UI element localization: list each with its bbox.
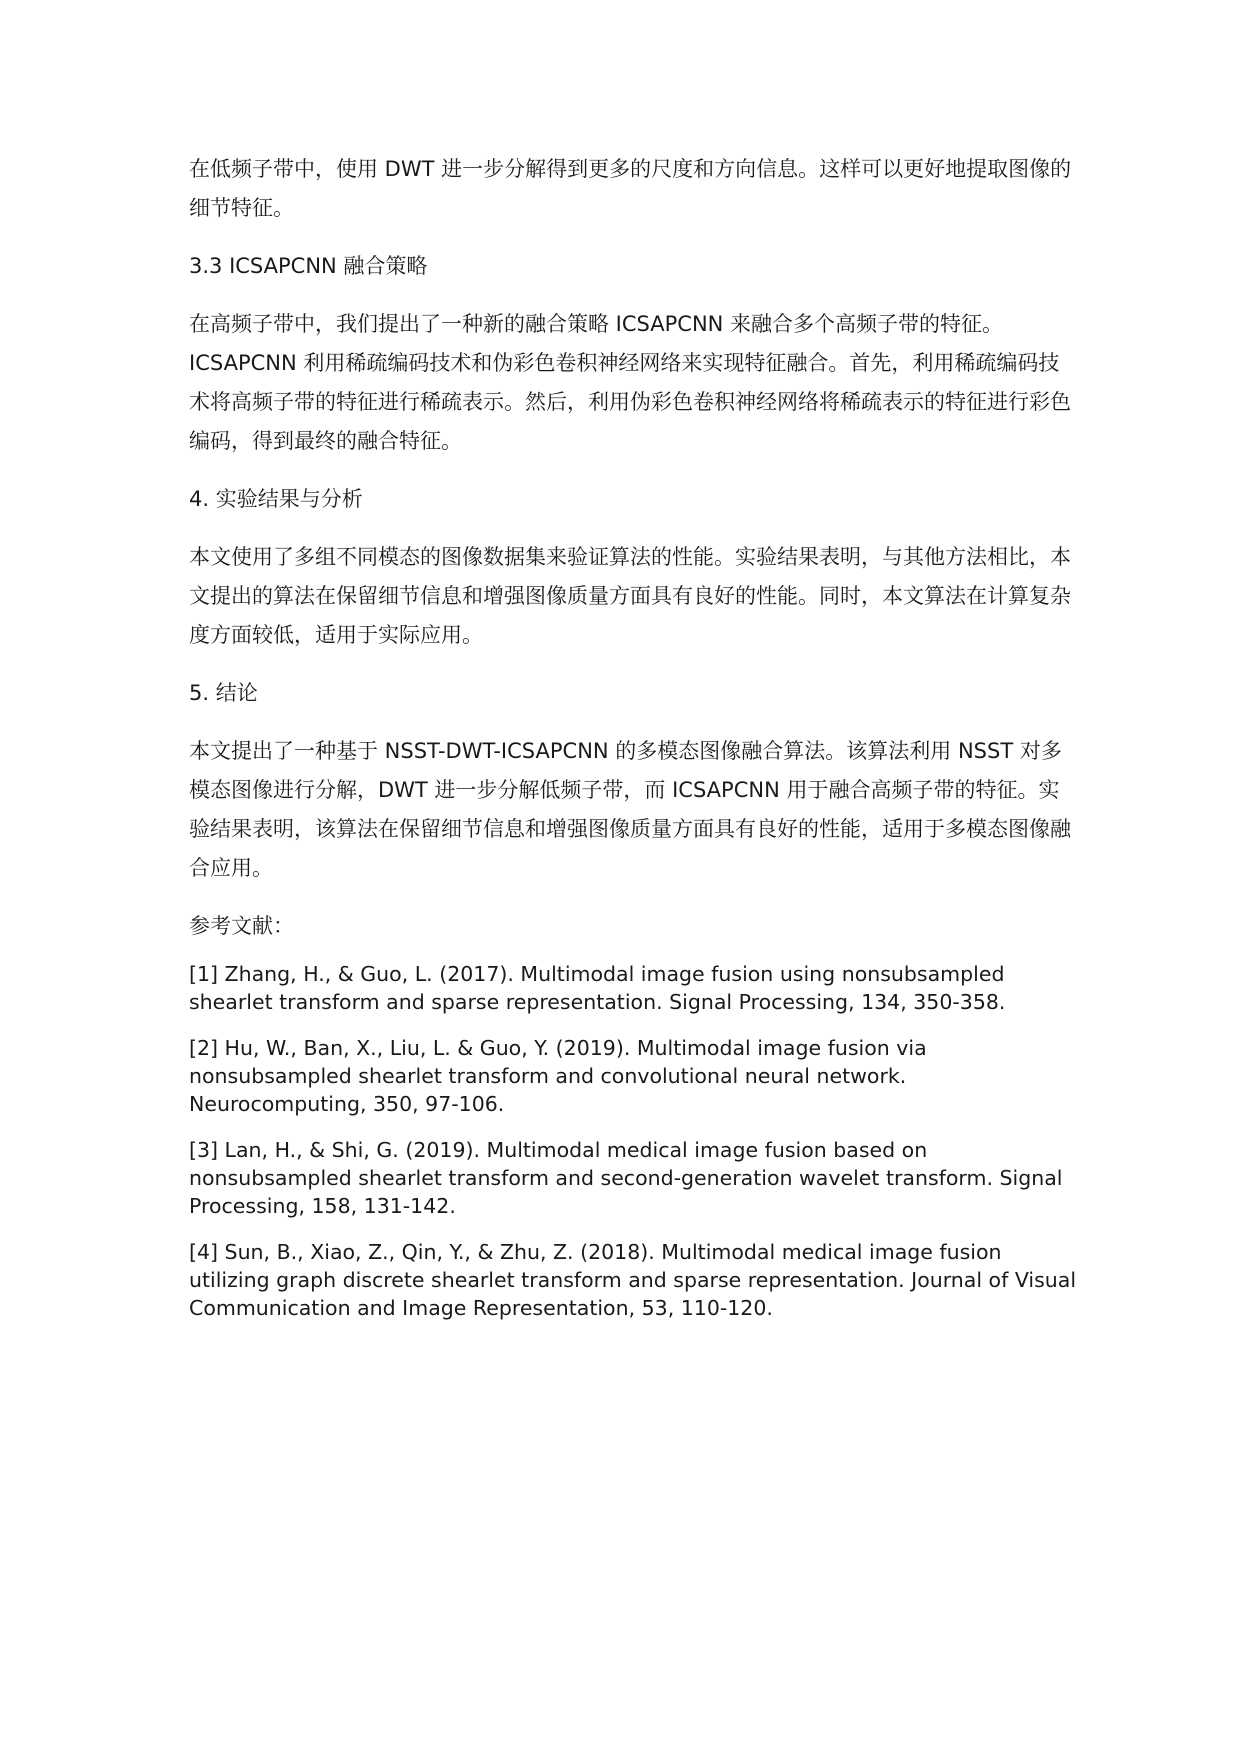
reference-item-3: [3] Lan, H., & Shi, G. (2019). Multimodal medical image fusion based on nonsubsampled shearlet transform and second-generation wavelet transform. Signal Processing, 158, 131-142. <box>189 1138 1063 1218</box>
references-heading: 参考文献： <box>189 914 294 938</box>
section-heading-5: 5. 结论 <box>189 681 258 705</box>
section-heading-4: 4. 实验结果与分析 <box>189 487 363 511</box>
paragraph-results: 本文使用了多组不同模态的图像数据集来验证算法的性能。实验结果表明，与其他方法相比，本文提出的算法在保留细节信息和增强图像质量方面具有良好的性能。同时，本文算法在计算复杂度方面较低，适用于实际应用。 <box>189 545 1071 647</box>
paragraph-highfreq: 在高频子带中，我们提出了一种新的融合策略 ICSAPCNN 来融合多个高频子带的特征。ICSAPCNN 利用稀疏编码技术和伪彩色卷积神经网络来实现特征融合。首先，利用稀疏编码技术将高频子带的特征进行稀疏表示。然后，利用伪彩色卷积神经网络将稀疏表示的特征进行彩色编码，得到最终的融合特征。 <box>189 312 1071 453</box>
document-body <box>189 150 1079 1340</box>
reference-item-1: [1] Zhang, H., & Guo, L. (2017). Multimodal image fusion using nonsubsampled shearlet transform and sparse representation. Signal Processing, 134, 350-358. <box>189 962 1006 1014</box>
paragraph-conclusion: 本文提出了一种基于 NSST-DWT-ICSAPCNN 的多模态图像融合算法。该算法利用 NSST 对多模态图像进行分解，DWT 进一步分解低频子带，而 ICSAPCNN 用于融合高频子带的特征。实验结果表明，该算法在保留细节信息和增强图像质量方面具有良好的性能，适用于多模态图像融合应用。 <box>189 739 1071 880</box>
paragraph-lowfreq: 在低频子带中，使用 DWT 进一步分解得到更多的尺度和方向信息。这样可以更好地提取图像的细节特征。 <box>189 157 1072 220</box>
reference-item-4: [4] Sun, B., Xiao, Z., Qin, Y., & Zhu, Z. (2018). Multimodal medical image fusion utilizing graph discrete shearlet transform and sparse representation. Journal of Visual Communication and Image Representation, 53, 110-120. <box>189 1240 1077 1320</box>
reference-item-2: [2] Hu, W., Ban, X., Liu, L. & Guo, Y. (2019). Multimodal image fusion via nonsubsampled shearlet transform and convolutional neural network. Neurocomputing, 350, 97-106. <box>189 1036 927 1116</box>
section-heading-3-3: 3.3 ICSAPCNN 融合策略 <box>189 254 428 278</box>
